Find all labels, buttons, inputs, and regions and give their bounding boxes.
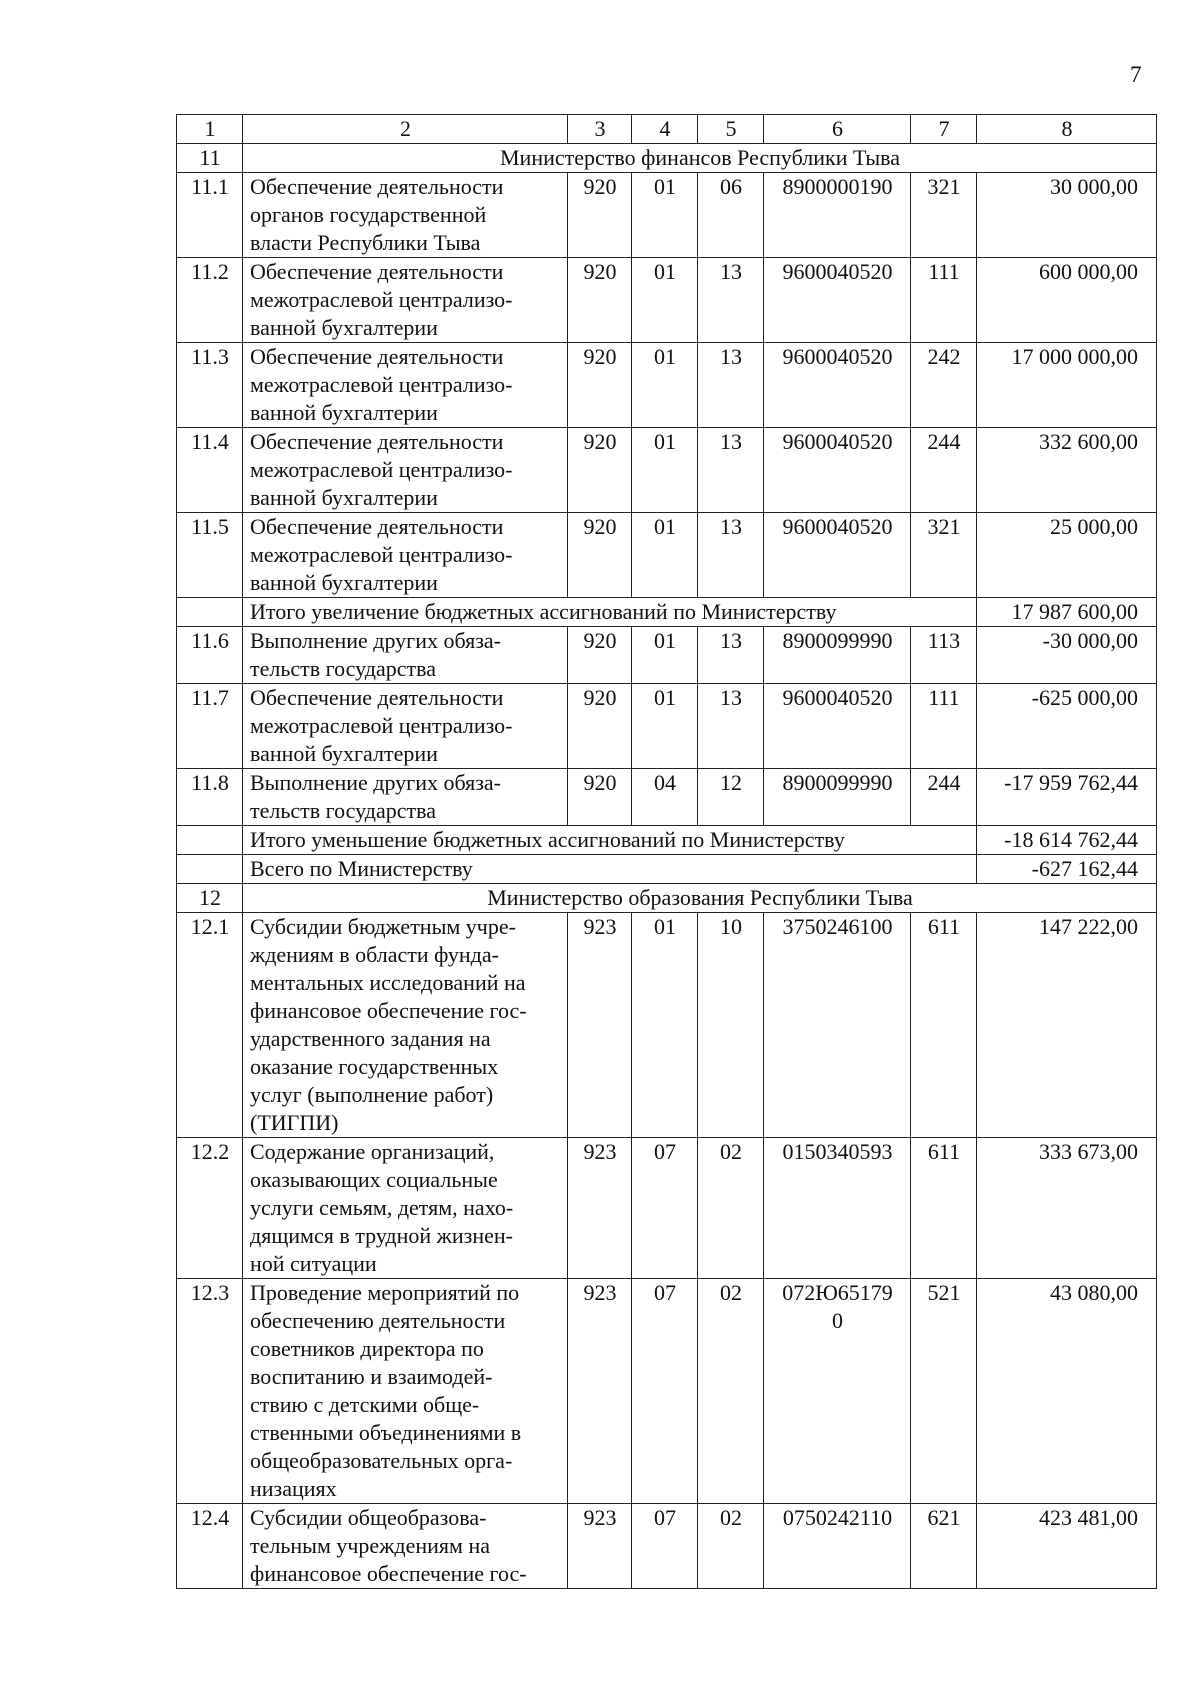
row-number: 11.7: [177, 684, 243, 769]
row-description: Обеспечение деятельности межотраслевой централизо- ванной бухгалтерии: [243, 513, 568, 598]
section-title: Министерство образования Республики Тыва: [243, 884, 1157, 913]
row-rz: 01: [632, 513, 698, 598]
row-vr: 521: [911, 1279, 977, 1504]
row-pr: 02: [698, 1279, 764, 1504]
table-row: [177, 258, 1157, 343]
header-cell: 5: [698, 115, 764, 144]
row-csr: 072Ю65179 0: [764, 1279, 911, 1504]
row-vr: 111: [911, 684, 977, 769]
row-csr: 8900000190: [764, 173, 911, 258]
row-sum: 332 600,00: [977, 428, 1157, 513]
row-csr: 9600040520: [764, 684, 911, 769]
header-cell: 2: [243, 115, 568, 144]
row-description: Проведение мероприятий по обеспечению деятельности советников директора по воспитанию и взаимодей- ствию с детскими обще- ственными объединениями в общеобразовательных орга- низациях: [243, 1279, 568, 1504]
row-description: Обеспечение деятельности межотраслевой централизо- ванной бухгалтерии: [243, 258, 568, 343]
row-grbs: 923: [568, 913, 632, 1138]
row-grbs: 920: [568, 343, 632, 428]
header-cell: 8: [977, 115, 1157, 144]
row-description: Обеспечение деятельности органов государственной власти Республики Тыва: [243, 173, 568, 258]
row-csr: 0150340593: [764, 1138, 911, 1279]
table-row: [177, 769, 1157, 826]
row-number: 11.1: [177, 173, 243, 258]
row-pr: 13: [698, 428, 764, 513]
section-title: Министерство финансов Республики Тыва: [243, 144, 1157, 173]
row-description: Выполнение других обяза- тельств государства: [243, 769, 568, 826]
header-cell: 4: [632, 115, 698, 144]
row-pr: 13: [698, 258, 764, 343]
row-vr: 111: [911, 258, 977, 343]
row-rz: 07: [632, 1279, 698, 1504]
row-sum: -30 000,00: [977, 627, 1157, 684]
header-cell: 6: [764, 115, 911, 144]
row-vr: 244: [911, 428, 977, 513]
total-row: [177, 855, 1157, 884]
row-rz: 01: [632, 258, 698, 343]
table-row: [177, 1504, 1157, 1589]
row-vr: 621: [911, 1504, 977, 1589]
table-row: [177, 343, 1157, 428]
row-csr: 9600040520: [764, 428, 911, 513]
row-csr: 9600040520: [764, 513, 911, 598]
row-number: 12.3: [177, 1279, 243, 1504]
row-pr: 10: [698, 913, 764, 1138]
row-rz: 01: [632, 684, 698, 769]
row-sum: 43 080,00: [977, 1279, 1157, 1504]
row-grbs: 920: [568, 627, 632, 684]
row-grbs: 923: [568, 1138, 632, 1279]
row-number: 12.1: [177, 913, 243, 1138]
row-grbs: 920: [568, 428, 632, 513]
row-sum: -17 959 762,44: [977, 769, 1157, 826]
row-csr: 8900099990: [764, 769, 911, 826]
table-row: [177, 684, 1157, 769]
total-sum: -627 162,44: [977, 855, 1157, 884]
row-number: 11.5: [177, 513, 243, 598]
header-cell: 1: [177, 115, 243, 144]
row-description: Обеспечение деятельности межотраслевой централизо- ванной бухгалтерии: [243, 343, 568, 428]
row-grbs: 923: [568, 1279, 632, 1504]
row-sum: -625 000,00: [977, 684, 1157, 769]
row-csr: 0750242110: [764, 1504, 911, 1589]
row-description: Субсидии бюджетным учре- ждениям в области фунда- ментальных исследований на финансовое обеспечение гос- ударственного задания на оказание государственных услуг (выполнение работ) (ТИГПИ): [243, 913, 568, 1138]
row-sum: 25 000,00: [977, 513, 1157, 598]
row-number: 12.4: [177, 1504, 243, 1589]
row-grbs: 920: [568, 513, 632, 598]
row-rz: 07: [632, 1504, 698, 1589]
row-pr: 13: [698, 513, 764, 598]
row-sum: 333 673,00: [977, 1138, 1157, 1279]
row-sum: 600 000,00: [977, 258, 1157, 343]
row-csr: 9600040520: [764, 343, 911, 428]
subtotal-decrease-label: Итого уменьшение бюджетных ассигнований по Министерству: [243, 826, 977, 855]
row-number: 11.8: [177, 769, 243, 826]
row-vr: 611: [911, 1138, 977, 1279]
row-rz: 01: [632, 343, 698, 428]
row-vr: 611: [911, 913, 977, 1138]
row-rz: 04: [632, 769, 698, 826]
empty-cell: [177, 826, 243, 855]
row-csr: 3750246100: [764, 913, 911, 1138]
row-sum: 147 222,00: [977, 913, 1157, 1138]
table-row: [177, 913, 1157, 1138]
table-row: [177, 428, 1157, 513]
subtotal-increase-sum: 17 987 600,00: [977, 598, 1157, 627]
subtotal-decrease-sum: -18 614 762,44: [977, 826, 1157, 855]
table-row: [177, 1138, 1157, 1279]
empty-cell: [177, 598, 243, 627]
row-grbs: 923: [568, 1504, 632, 1589]
empty-cell: [177, 855, 243, 884]
row-pr: 13: [698, 684, 764, 769]
row-csr: 9600040520: [764, 258, 911, 343]
page-number: 7: [1130, 62, 1142, 87]
header-row: [177, 115, 1157, 144]
row-pr: 02: [698, 1504, 764, 1589]
row-grbs: 920: [568, 173, 632, 258]
row-description: Содержание организаций, оказывающих социальные услуги семьям, детям, нахо- дящимся в трудной жизнен- ной ситуации: [243, 1138, 568, 1279]
budget-table: [176, 114, 1157, 1589]
row-description: Выполнение других обяза- тельств государства: [243, 627, 568, 684]
row-vr: 242: [911, 343, 977, 428]
section-title-row: [177, 144, 1157, 173]
section-number: 11: [177, 144, 243, 173]
subtotal-increase-row: [177, 598, 1157, 627]
row-grbs: 920: [568, 258, 632, 343]
row-vr: 113: [911, 627, 977, 684]
row-vr: 321: [911, 173, 977, 258]
row-sum: 423 481,00: [977, 1504, 1157, 1589]
header-cell: 7: [911, 115, 977, 144]
row-pr: 13: [698, 343, 764, 428]
row-sum: 30 000,00: [977, 173, 1157, 258]
row-number: 12.2: [177, 1138, 243, 1279]
row-rz: 07: [632, 1138, 698, 1279]
row-rz: 01: [632, 173, 698, 258]
row-rz: 01: [632, 913, 698, 1138]
row-number: 11.6: [177, 627, 243, 684]
subtotal-decrease-row: [177, 826, 1157, 855]
section-title-row: [177, 884, 1157, 913]
row-grbs: 920: [568, 769, 632, 826]
section-number: 12: [177, 884, 243, 913]
row-pr: 12: [698, 769, 764, 826]
row-description: Обеспечение деятельности межотраслевой централизо- ванной бухгалтерии: [243, 684, 568, 769]
row-rz: 01: [632, 428, 698, 513]
table-row: [177, 513, 1157, 598]
row-pr: 02: [698, 1138, 764, 1279]
row-vr: 244: [911, 769, 977, 826]
subtotal-increase-label: Итого увеличение бюджетных ассигнований по Министерству: [243, 598, 977, 627]
row-vr: 321: [911, 513, 977, 598]
table-row: [177, 627, 1157, 684]
row-csr: 8900099990: [764, 627, 911, 684]
table-row: [177, 1279, 1157, 1504]
row-number: 11.3: [177, 343, 243, 428]
row-pr: 06: [698, 173, 764, 258]
row-pr: 13: [698, 627, 764, 684]
row-description: Субсидии общеобразова- тельным учреждениям на финансовое обеспечение гос-: [243, 1504, 568, 1589]
total-label: Всего по Министерству: [243, 855, 977, 884]
row-grbs: 920: [568, 684, 632, 769]
header-cell: 3: [568, 115, 632, 144]
row-description: Обеспечение деятельности межотраслевой централизо- ванной бухгалтерии: [243, 428, 568, 513]
table-row: [177, 173, 1157, 258]
row-rz: 01: [632, 627, 698, 684]
row-number: 11.2: [177, 258, 243, 343]
row-sum: 17 000 000,00: [977, 343, 1157, 428]
row-number: 11.4: [177, 428, 243, 513]
